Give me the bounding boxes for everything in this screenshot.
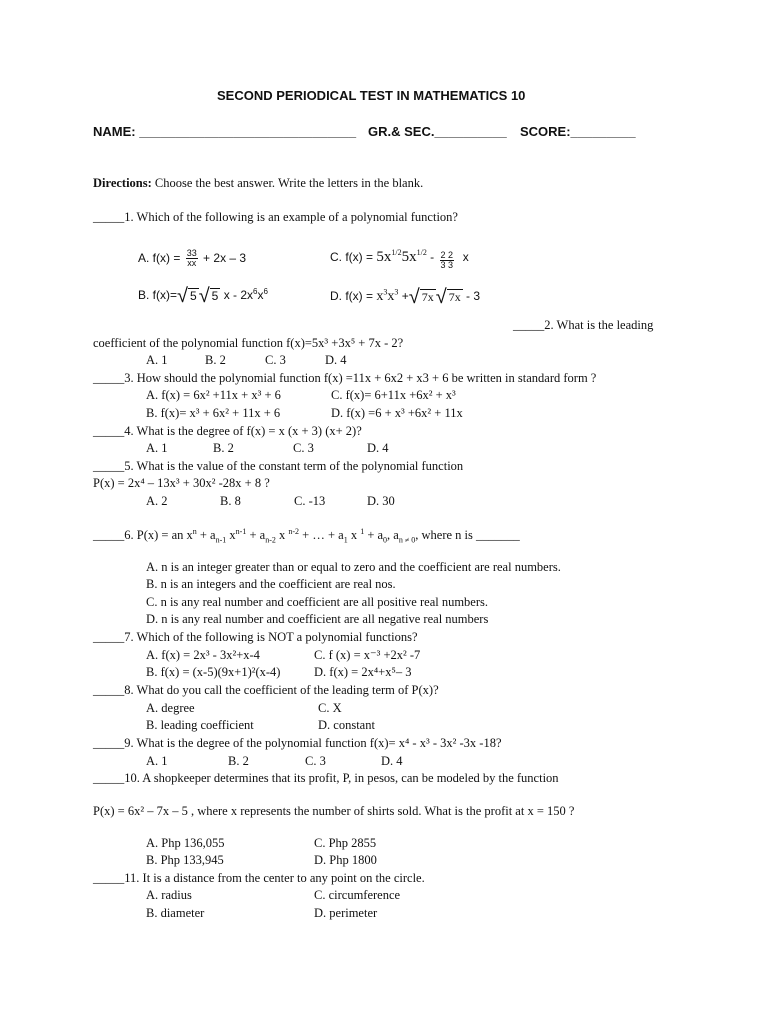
score-field-label[interactable]: SCORE:_________ — [520, 124, 636, 139]
question-3-stem: _____3. How should the polynomial function f(x) =11x + 6x2 + x3 + 6 be written in standard form ? — [93, 371, 597, 385]
q1-d-radical-1: √ 7x — [408, 285, 434, 308]
q2-option-b: B. 2 — [205, 353, 226, 367]
q7-option-b: B. f(x) = (x-5)(9x+1)²(x-4) — [146, 665, 281, 679]
q10-option-d: D. Php 1800 — [314, 853, 377, 867]
q6-option-b: B. n is an integers and the coefficient are real nos. — [146, 577, 396, 591]
q8-option-a: A. degree — [146, 701, 195, 715]
question-2-stem: _____2. What is the leading — [513, 318, 654, 332]
q7-option-a: A. f(x) = 2x³ - 3x²+x-4 — [146, 648, 260, 662]
question-8-stem: _____8. What do you call the coefficient of the leading term of P(x)? — [93, 683, 439, 697]
question-5-stem: _____5. What is the value of the constant term of the polynomial function — [93, 459, 464, 473]
question-6-stem: _____6. P(x) = an $x^n + a_{n-1}$ $x^{n-1} + a_{n-2}$ x $^{n-2}$ + … + $a_1$ x $^1 + a_0$, $a_{n \ne 0}$, where n is _______ — [93, 526, 520, 545]
q9-option-c: C. 3 — [305, 754, 326, 768]
q1-c-fraction: $\frac{2 2}{3 3}$ — [440, 250, 454, 270]
question-10-stem: _____10. A shopkeeper determines that its profit, P, in pesos, can be modeled by the function — [93, 771, 559, 785]
q10-option-a: A. Php 136,055 — [146, 836, 225, 850]
q8-option-c: C. X — [318, 701, 342, 715]
q2-option-a: A. 1 — [146, 353, 168, 367]
q11-option-d: D. perimeter — [314, 906, 378, 920]
directions-label: Directions: — [93, 176, 152, 190]
directions — [93, 176, 423, 191]
q6-option-c: C. n is any real number and coefficient are all positive real numbers. — [146, 595, 489, 609]
q1-option-d: D. $f(x) = x^3x^3$ +√ 7x √ 7x - 3 — [330, 283, 480, 310]
q9-option-a: A. 1 — [146, 754, 168, 768]
q5-option-d: D. 30 — [367, 494, 395, 508]
q7-option-d: D. f(x) = 2x⁴+x⁵– 3 — [314, 665, 412, 679]
name-field-label[interactable]: NAME: ______________________________ — [93, 124, 357, 139]
q4-option-a: A. 1 — [146, 441, 168, 455]
question-7-stem: _____7. Which of the following is NOT a polynomial functions? — [93, 630, 418, 644]
page-title: SECOND PERIODICAL TEST IN MATHEMATICS 10 — [217, 88, 526, 103]
q5-option-c: C. -13 — [294, 494, 326, 508]
q4-option-c: C. 3 — [293, 441, 314, 455]
q1-option-a: A. f(x) = $\frac{33}{xx}$ + 2x – 3 — [138, 248, 247, 269]
q1-option-b: B. f(x)=√ 5 √ 5 x - $2x^6x^6$ — [138, 281, 268, 310]
q6-option-a: A. n is an integer greater than or equal to zero and the coefficient are real numbers. — [146, 560, 561, 574]
q5-option-b: B. 8 — [220, 494, 241, 508]
q3-option-a: A. f(x) = 6x² +11x + x³ + 6 — [146, 388, 281, 402]
q8-option-b: B. leading coefficient — [146, 718, 254, 732]
q1-b-radical-2: √ 5 — [198, 284, 219, 307]
q8-option-d: D. constant — [318, 718, 375, 732]
question-5-stem-cont: P(x) = 2x⁴ – 13x³ + 30x² -28x + 8 ? — [93, 476, 270, 490]
q4-option-b: B. 2 — [213, 441, 234, 455]
q11-option-c: C. circumference — [314, 888, 401, 902]
q10-option-c: C. Php 2855 — [314, 836, 377, 850]
q3-option-b: B. f(x)= x³ + 6x² + 11x + 6 — [146, 406, 281, 420]
q7-option-c: C. f (x) = x⁻³ +2x² -7 — [314, 648, 421, 662]
q5-option-a: A. 2 — [146, 494, 168, 508]
directions-text: Choose the best answer. Write the letters in the blank. — [154, 176, 424, 190]
q9-option-d: D. 4 — [381, 754, 403, 768]
question-9-stem: _____9. What is the degree of the polynomial function f(x)= x⁴ - x³ - 3x² -3x -18? — [93, 736, 502, 750]
q3-option-c: C. f(x)= 6+11x +6x² + x³ — [331, 388, 456, 402]
grade-section-field-label[interactable]: GR.& SEC.__________ — [368, 124, 507, 139]
question-4-stem: _____4. What is the degree of f(x) = x (x + 3) (x+ 2)? — [93, 424, 362, 438]
q4-option-d: D. 4 — [367, 441, 389, 455]
question-11-stem: _____11. It is a distance from the center to any point on the circle. — [93, 871, 425, 885]
q1-b-radical-1: √ 5 — [177, 284, 197, 307]
q2-option-d: D. 4 — [325, 353, 347, 367]
q10-option-b: B. Php 133,945 — [146, 853, 224, 867]
q2-option-c: C. 3 — [265, 353, 286, 367]
question-2-stem-cont: coefficient of the polynomial function f(x)=5x³ +3x⁵ + 7x - 2? — [93, 336, 404, 350]
q11-option-b: B. diameter — [146, 906, 205, 920]
q11-option-a: A. radius — [146, 888, 192, 902]
question-10-stem-cont: P(x) = 6x² – 7x – 5 , where x represents the number of shirts sold. What is the profit at x = 150 ? — [93, 804, 575, 818]
q1-a-fraction: $\frac{33}{xx}$ — [186, 248, 197, 269]
q6-option-d: D. n is any real number and coefficient are all negative real numbers — [146, 612, 489, 626]
q9-option-b: B. 2 — [228, 754, 249, 768]
q3-option-d: D. f(x) =6 + x³ +6x² + 11x — [331, 406, 463, 420]
q1-option-c: C. $f(x) = 5x^{1/2}5x^{1/2}$ - $\frac{2 2}{3 3}$ x — [330, 248, 469, 270]
question-1-stem: _____1. Which of the following is an example of a polynomial function? — [93, 210, 458, 224]
q1-d-radical-2: √ 7x — [435, 285, 461, 308]
